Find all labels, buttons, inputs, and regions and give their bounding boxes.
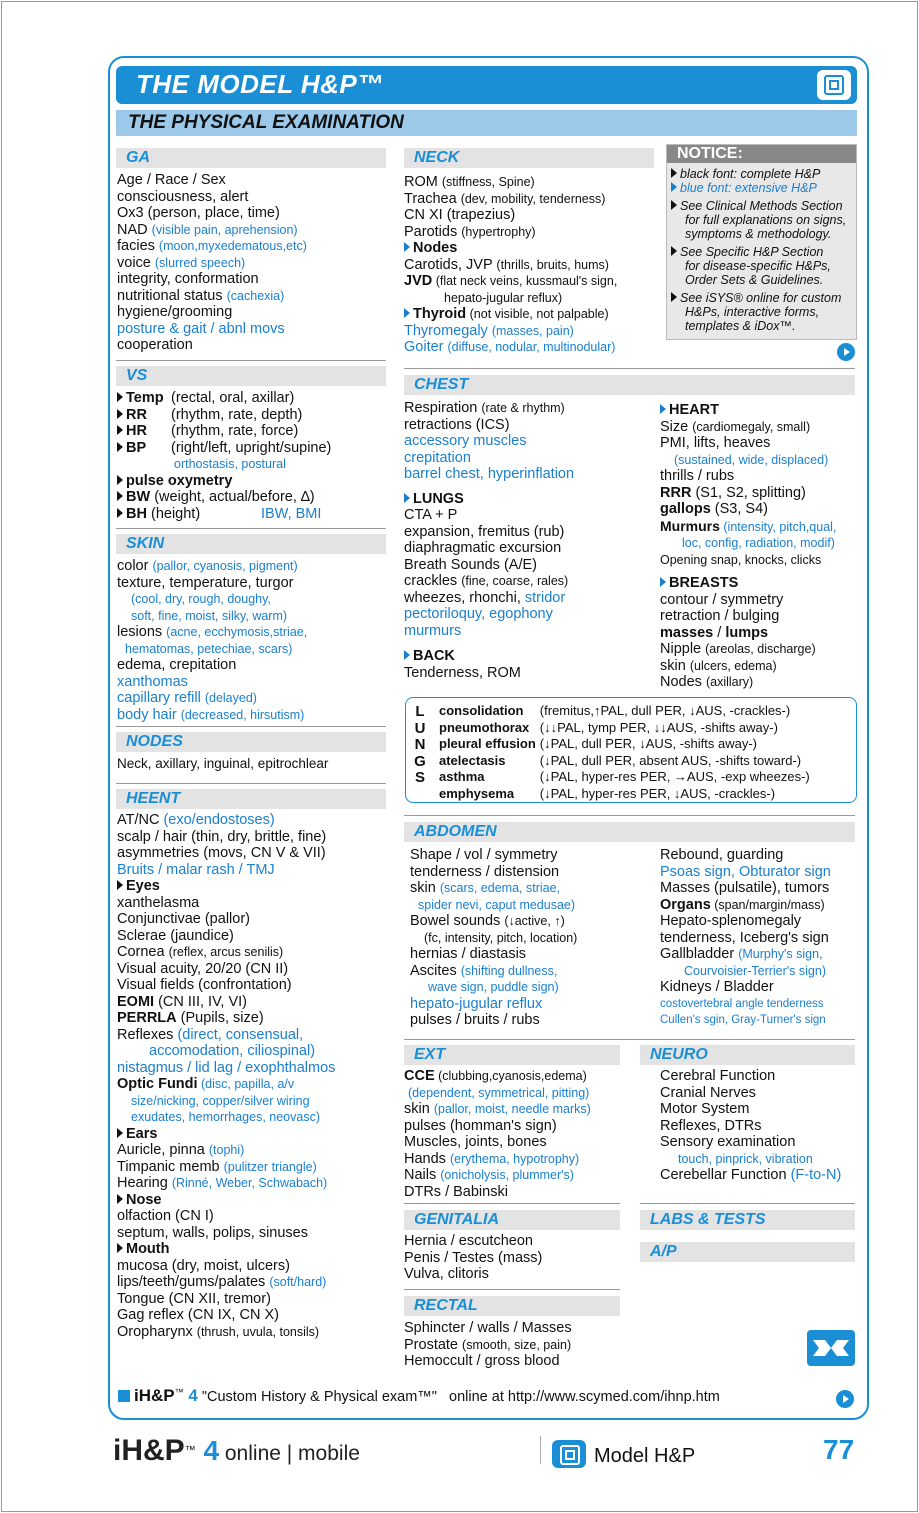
table-row: asthma (↓PAL, hyper-res PER, →AUS, -exp wheezes-) <box>439 769 810 784</box>
section-ext: EXT <box>404 1045 620 1065</box>
divider <box>404 368 855 369</box>
divider <box>640 1203 855 1204</box>
model-hp-icon <box>552 1440 586 1468</box>
nodes-list: Neck, axillary, inguinal, epitrochlear <box>117 756 329 771</box>
bottom-model-label: Model H&P <box>552 1440 695 1468</box>
external-link-icon <box>118 1390 130 1402</box>
scymed-logo-icon <box>805 1328 857 1368</box>
divider <box>404 1039 855 1040</box>
divider <box>540 1436 541 1464</box>
page-title: THE MODEL H&P™ <box>136 69 384 99</box>
section-abdomen: ABDOMEN <box>404 822 855 842</box>
section-ga: GA <box>116 148 386 168</box>
neck-list: ROM (stiffness, Spine) Trachea (dev, mobility, tenderness) CN XI (trapezius) Parotids (hypertrophy) Nodes Carotids, JVP (thrills, bruits, hums) JVD (flat neck veins, kussmaul's sign, hepato-jugular reflux) Thyroid (not visible, not palpable) Thyromegaly (masses, pain) Goiter (diffuse, nodular, multinodular) <box>404 174 618 355</box>
page-number: 77 <box>823 1434 855 1465</box>
abdomen-left-list: Shape / vol / symmetry tenderness / distension skin (scars, edema, striae, spider nevi, caput medusae) Bowel sounds (↓active, ↑) (fc, intensity, pitch, location) hernias / diastasis Ascites (shifting dullness, wave sign, puddle sign) hepato-jugular reflux pulses / bruits / rubs <box>410 847 578 1028</box>
table-row: atelectasis (↓PAL, dull PER, absent AUS, -shifts toward-) <box>439 752 802 768</box>
footer-line: iH&P™ 4 "Custom History & Physical exam™" online at http://www.scymed.com/ihnp.htm <box>118 1386 720 1406</box>
notice-box: NOTICE: black font: complete H&P blue font: extensive H&P See Clinical Methods Section for full explanations on signs, symptoms & methodology. See Specific H&P Section for disease-specific H&Ps, Order Sets & Guidelines. See iSYS® online for custom H&Ps, interactive forms, templates & iDox™. <box>666 144 857 340</box>
section-labs: LABS & TESTS <box>640 1210 855 1230</box>
ga-list: Age / Race / Sex consciousness, alert Ox3 (person, place, time) NAD (visible pain, aprehension) facies (moon,myxedematous,etc) voice (slurred speech) integrity, conformation nutritional status (cachexia) hygiene/grooming posture & gait / abnl movs cooperation <box>117 172 307 353</box>
genitalia-list: Hernia / escutcheon Penis / Testes (mass) Vulva, clitoris <box>404 1233 543 1282</box>
divider <box>116 726 386 727</box>
divider <box>404 1289 620 1290</box>
heent-list: AT/NC (exo/endostoses) scalp / hair (thin, dry, brittle, fine) asymmetries (movs, CN V & VII) Bruits / malar rash / TMJ Eyes xanthelasma Conjunctivae (pallor) Sclerae (jaundice) Cornea (reflex, arcus senilis) Visual acuity, 20/20 (CN II) Visual fields (confrontation) EOMI (CN III, IV, VI) PERRLA (Pupils, size) Reflexes (direct, consensual, accomodation, ciliospinal) nistagmus / lid lag / exophthalmos Optic Fundi (disc, papilla, a/v size/nicking, copper/silver wiring exudates, hemorrhages, neovasc) Ears Auricle, pinna (tophi) Timpanic memb (pulitzer triangle) Hearing (Rinné, Weber, Schwabach) Nose olfaction (CN I) septum, walls, polips, sinuses Mouth mucosa (dry, moist, ulcers) lips/teeth/gums/palates (soft/hard) Tongue (CN XII, tremor) Gag reflex (CN IX, CN X) Oropharynx (thrush, uvula, tonsils) <box>117 812 336 1340</box>
notice-title: NOTICE: <box>667 145 856 163</box>
divider <box>116 783 386 784</box>
divider <box>404 815 855 816</box>
breasts-list: BREASTS contour / symmetry retraction / bulging masses / lumps Nipple (areolas, discharge) skin (ulcers, edema) Nodes (axillary) <box>660 575 816 690</box>
subtitle-bar <box>116 110 857 136</box>
divider <box>116 360 386 361</box>
table-row: emphysema (↓PAL, hyper-res PER, ↓AUS, -crackles-) <box>439 785 776 801</box>
page-subtitle: THE PHYSICAL EXAMINATION <box>128 112 404 133</box>
footer-url-link[interactable]: online at http://www.scymed.com/ihnp.htm <box>449 1389 720 1405</box>
model-hp-icon[interactable] <box>817 70 851 100</box>
divider <box>404 1203 620 1204</box>
abdomen-right-list: Rebound, guarding Psoas sign, Obturator sign Masses (pulsatile), tumors Organs (span/margin/mass) Hepato-splenomegaly tenderness, Iceberg's sign Gallbladder (Murphy's sign, Courvoisier-Terrier's sign) Kidneys / Bladder costovertebral angle tenderness Cullen's sgin, Gray-Turner's sign <box>660 847 831 1026</box>
next-arrow-icon[interactable] <box>837 343 855 361</box>
section-ap: A/P <box>640 1242 855 1262</box>
rectal-list: Sphincter / walls / Masses Prostate (smooth, size, pain) Hemoccult / gross blood <box>404 1320 572 1369</box>
title-bar <box>116 66 857 104</box>
table-row: pneumothorax (↓↓PAL, tymp PER, ↓↓AUS, -shifts away-) <box>439 719 778 735</box>
section-rectal: RECTAL <box>404 1296 620 1316</box>
table-row: pleural effusion (↓PAL, dull PER, ↓AUS, -shifts away-) <box>439 736 758 751</box>
section-vs: VS <box>116 366 386 386</box>
lungs-letters: L U N G S <box>414 703 426 786</box>
ext-list: CCE (clubbing,cyanosis,edema) (dependent, symmetrical, pitting) skin (pallor, moist, needle marks) pulses (homman's sign) Muscles, joints, bones Hands (erythema, hypotrophy) Nails (onicholysis, plummer's) DTRs / Babinski <box>404 1068 591 1200</box>
lungs-table <box>405 697 857 803</box>
section-neck: NECK <box>404 148 654 168</box>
divider <box>116 528 386 529</box>
chest-list: Respiration (rate & rhythm) retractions (ICS) accessory muscles crepitation barrel chest, hyperinflation LUNGS CTA + P expansion, fremitus (rub) diaphragmatic excursion Breath Sounds (A/E) crackles (fine, coarse, rales) wheezes, rhonchi, stridor pectoriloquy, egophony murmurs BACK Tenderness, ROM <box>404 400 575 681</box>
section-heent: HEENT <box>116 789 386 809</box>
table-row: consolidation (fremitus,↑PAL, dull PER, ↓AUS, -crackles-) <box>439 703 791 718</box>
section-nodes: NODES <box>116 732 386 752</box>
heart-list: HEART Size (cardiomegaly, small) PMI, lifts, heaves (sustained, wide, displaced) thrills / rubs RRR (S1, S2, splitting) gallops (S3, S4) Murmurs (intensity, pitch,qual, loc, config, radiation, modif) Opening snap, knocks, clicks <box>660 402 837 567</box>
footer-next-arrow-icon[interactable] <box>836 1390 854 1408</box>
bottom-brand: iH&P™ 4 online | mobile <box>113 1434 360 1467</box>
section-skin: SKIN <box>116 534 386 554</box>
section-neuro: NEURO <box>640 1045 855 1065</box>
skin-list: color (pallor, cyanosis, pigment) texture, temperature, turgor (cool, dry, rough, doughy, soft, fine, moist, silky, warm) lesions (acne, ecchymosis,striae, hematomas, petechiae, scars) edema, crepitation xanthomas capillary refill (delayed) body hair (decreased, hirsutism) <box>117 558 308 723</box>
section-genitalia: GENITALIA <box>404 1210 620 1230</box>
neuro-list: Cerebral Function Cranial Nerves Motor System Reflexes, DTRs Sensory examination touch, pinprick, vibration Cerebellar Function (F-to-N) <box>660 1068 842 1183</box>
vs-list: Temp (rectal, oral, axillar) RR (rhythm, rate, depth) HR (rhythm, rate, force) BP (right/left, upright/supine) orthostasis, postural pulse oxymetry BW (weight, actual/before, ∆) BH (height) IBW, BMI <box>117 390 331 522</box>
section-chest: CHEST <box>404 375 855 395</box>
